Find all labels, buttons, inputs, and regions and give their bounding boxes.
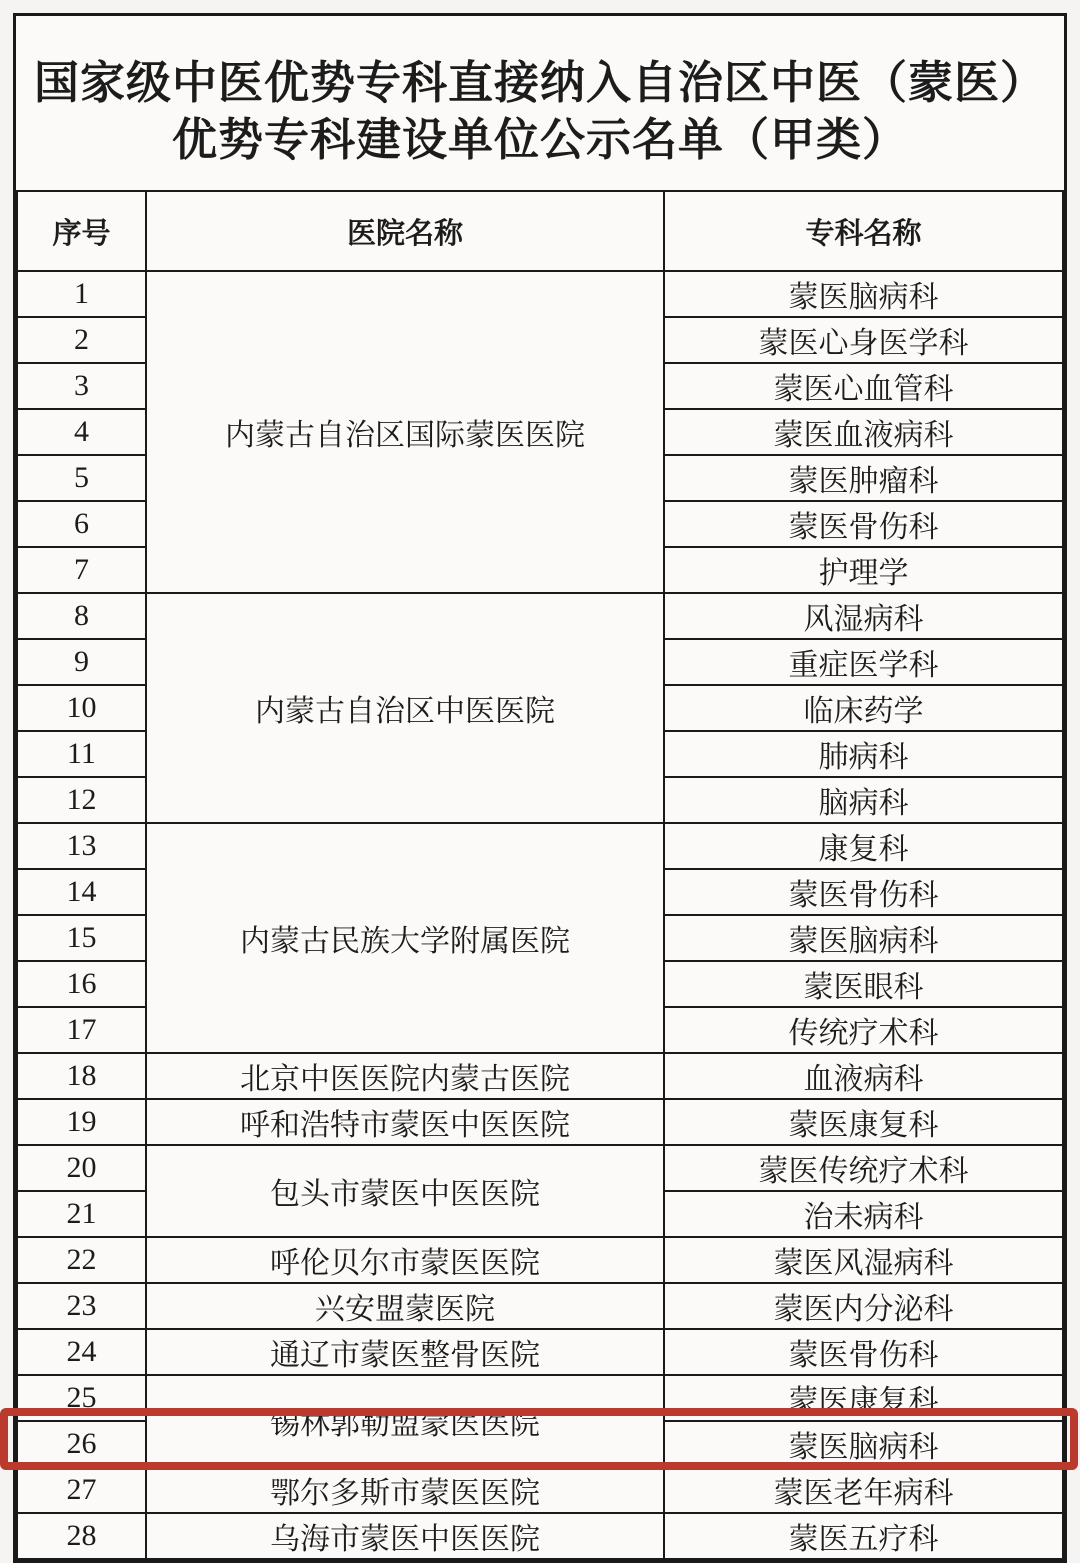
- row-number: 22: [17, 1237, 146, 1283]
- table-row: [17, 1099, 1063, 1145]
- row-number: 26: [17, 1421, 146, 1467]
- specialty-cell: 风湿病科: [664, 593, 1063, 639]
- table-row: [17, 1329, 1063, 1375]
- hospital-specialty-table: [16, 190, 1064, 1560]
- row-number: 2: [17, 317, 146, 363]
- row-number: 28: [17, 1513, 146, 1559]
- specialty-cell: 蒙医脑病科: [664, 915, 1063, 961]
- hospital-cell: 呼伦贝尔市蒙医医院: [146, 1237, 664, 1283]
- title-line-2: 优势专科建设单位公示名单（甲类）: [171, 115, 908, 165]
- hospital-cell: 北京中医医院内蒙古医院: [146, 1053, 664, 1099]
- hospital-cell: 呼和浩特市蒙医中医医院: [146, 1099, 664, 1145]
- table-row: [17, 823, 1063, 869]
- specialty-cell: 蒙医老年病科: [664, 1467, 1063, 1513]
- hospital-cell: 鄂尔多斯市蒙医医院: [146, 1467, 664, 1513]
- table-row: [17, 1375, 1063, 1421]
- document-sheet: [13, 13, 1067, 1563]
- hospital-cell: 锡林郭勒盟蒙医医院: [146, 1375, 664, 1467]
- specialty-cell: 蒙医心血管科: [664, 363, 1063, 409]
- row-number: 10: [17, 685, 146, 731]
- specialty-cell: 蒙医康复科: [664, 1375, 1063, 1421]
- specialty-cell: 蒙医肿瘤科: [664, 455, 1063, 501]
- specialty-cell: 护理学: [664, 547, 1063, 593]
- specialty-cell: 蒙医骨伤科: [664, 501, 1063, 547]
- hospital-cell: 内蒙古民族大学附属医院: [146, 823, 664, 1053]
- row-number: 23: [17, 1283, 146, 1329]
- specialty-cell: 蒙医传统疗术科: [664, 1145, 1063, 1191]
- row-number: 27: [17, 1467, 146, 1513]
- row-number: 17: [17, 1007, 146, 1053]
- row-number: 16: [17, 961, 146, 1007]
- hospital-cell: 兴安盟蒙医院: [146, 1283, 664, 1329]
- table-row: [17, 1053, 1063, 1099]
- title-line-1: 国家级中医优势专科直接纳入自治区中医（蒙医）: [33, 57, 1046, 108]
- header-specialty: 专科名称: [664, 191, 1063, 271]
- row-number: 3: [17, 363, 146, 409]
- specialty-cell: 蒙医脑病科: [664, 271, 1063, 317]
- row-number: 8: [17, 593, 146, 639]
- hospital-cell: 内蒙古自治区国际蒙医医院: [146, 271, 664, 593]
- specialty-cell: 蒙医内分泌科: [664, 1283, 1063, 1329]
- hospital-cell: 乌海市蒙医中医医院: [146, 1513, 664, 1559]
- specialty-cell: 肺病科: [664, 731, 1063, 777]
- row-number: 5: [17, 455, 146, 501]
- specialty-cell: 蒙医康复科: [664, 1099, 1063, 1145]
- row-number: 6: [17, 501, 146, 547]
- document-title: [16, 16, 1064, 190]
- table-row: [17, 271, 1063, 317]
- row-number: 9: [17, 639, 146, 685]
- row-number: 14: [17, 869, 146, 915]
- specialty-cell: 传统疗术科: [664, 1007, 1063, 1053]
- specialty-cell: 重症医学科: [664, 639, 1063, 685]
- specialty-cell: 蒙医骨伤科: [664, 1329, 1063, 1375]
- row-number: 13: [17, 823, 146, 869]
- row-number: 25: [17, 1375, 146, 1421]
- table-row: [17, 593, 1063, 639]
- specialty-cell: 蒙医骨伤科: [664, 869, 1063, 915]
- row-number: 15: [17, 915, 146, 961]
- specialty-cell: 蒙医五疗科: [664, 1513, 1063, 1559]
- row-number: 11: [17, 731, 146, 777]
- row-number: 24: [17, 1329, 146, 1375]
- specialty-cell: 血液病科: [664, 1053, 1063, 1099]
- row-number: 21: [17, 1191, 146, 1237]
- row-number: 7: [17, 547, 146, 593]
- row-number: 19: [17, 1099, 146, 1145]
- row-number: 12: [17, 777, 146, 823]
- row-number: 4: [17, 409, 146, 455]
- header-hospital: 医院名称: [146, 191, 664, 271]
- specialty-cell: 治未病科: [664, 1191, 1063, 1237]
- row-number: 18: [17, 1053, 146, 1099]
- row-number: 20: [17, 1145, 146, 1191]
- specialty-cell: 蒙医眼科: [664, 961, 1063, 1007]
- specialty-cell: 康复科: [664, 823, 1063, 869]
- specialty-cell: 蒙医血液病科: [664, 409, 1063, 455]
- header-no: 序号: [17, 191, 146, 271]
- hospital-cell: 内蒙古自治区中医医院: [146, 593, 664, 823]
- specialty-cell: 脑病科: [664, 777, 1063, 823]
- row-number: 1: [17, 271, 146, 317]
- table-row: [17, 1145, 1063, 1191]
- hospital-cell: 包头市蒙医中医医院: [146, 1145, 664, 1237]
- table-row-highlighted: [17, 1467, 1063, 1513]
- specialty-cell: 蒙医心身医学科: [664, 317, 1063, 363]
- specialty-cell: 蒙医脑病科: [664, 1421, 1063, 1467]
- specialty-cell: 临床药学: [664, 685, 1063, 731]
- table-row: [17, 1237, 1063, 1283]
- hospital-cell: 通辽市蒙医整骨医院: [146, 1329, 664, 1375]
- table-row: [17, 1283, 1063, 1329]
- header-row: [17, 191, 1063, 271]
- specialty-cell: 蒙医风湿病科: [664, 1237, 1063, 1283]
